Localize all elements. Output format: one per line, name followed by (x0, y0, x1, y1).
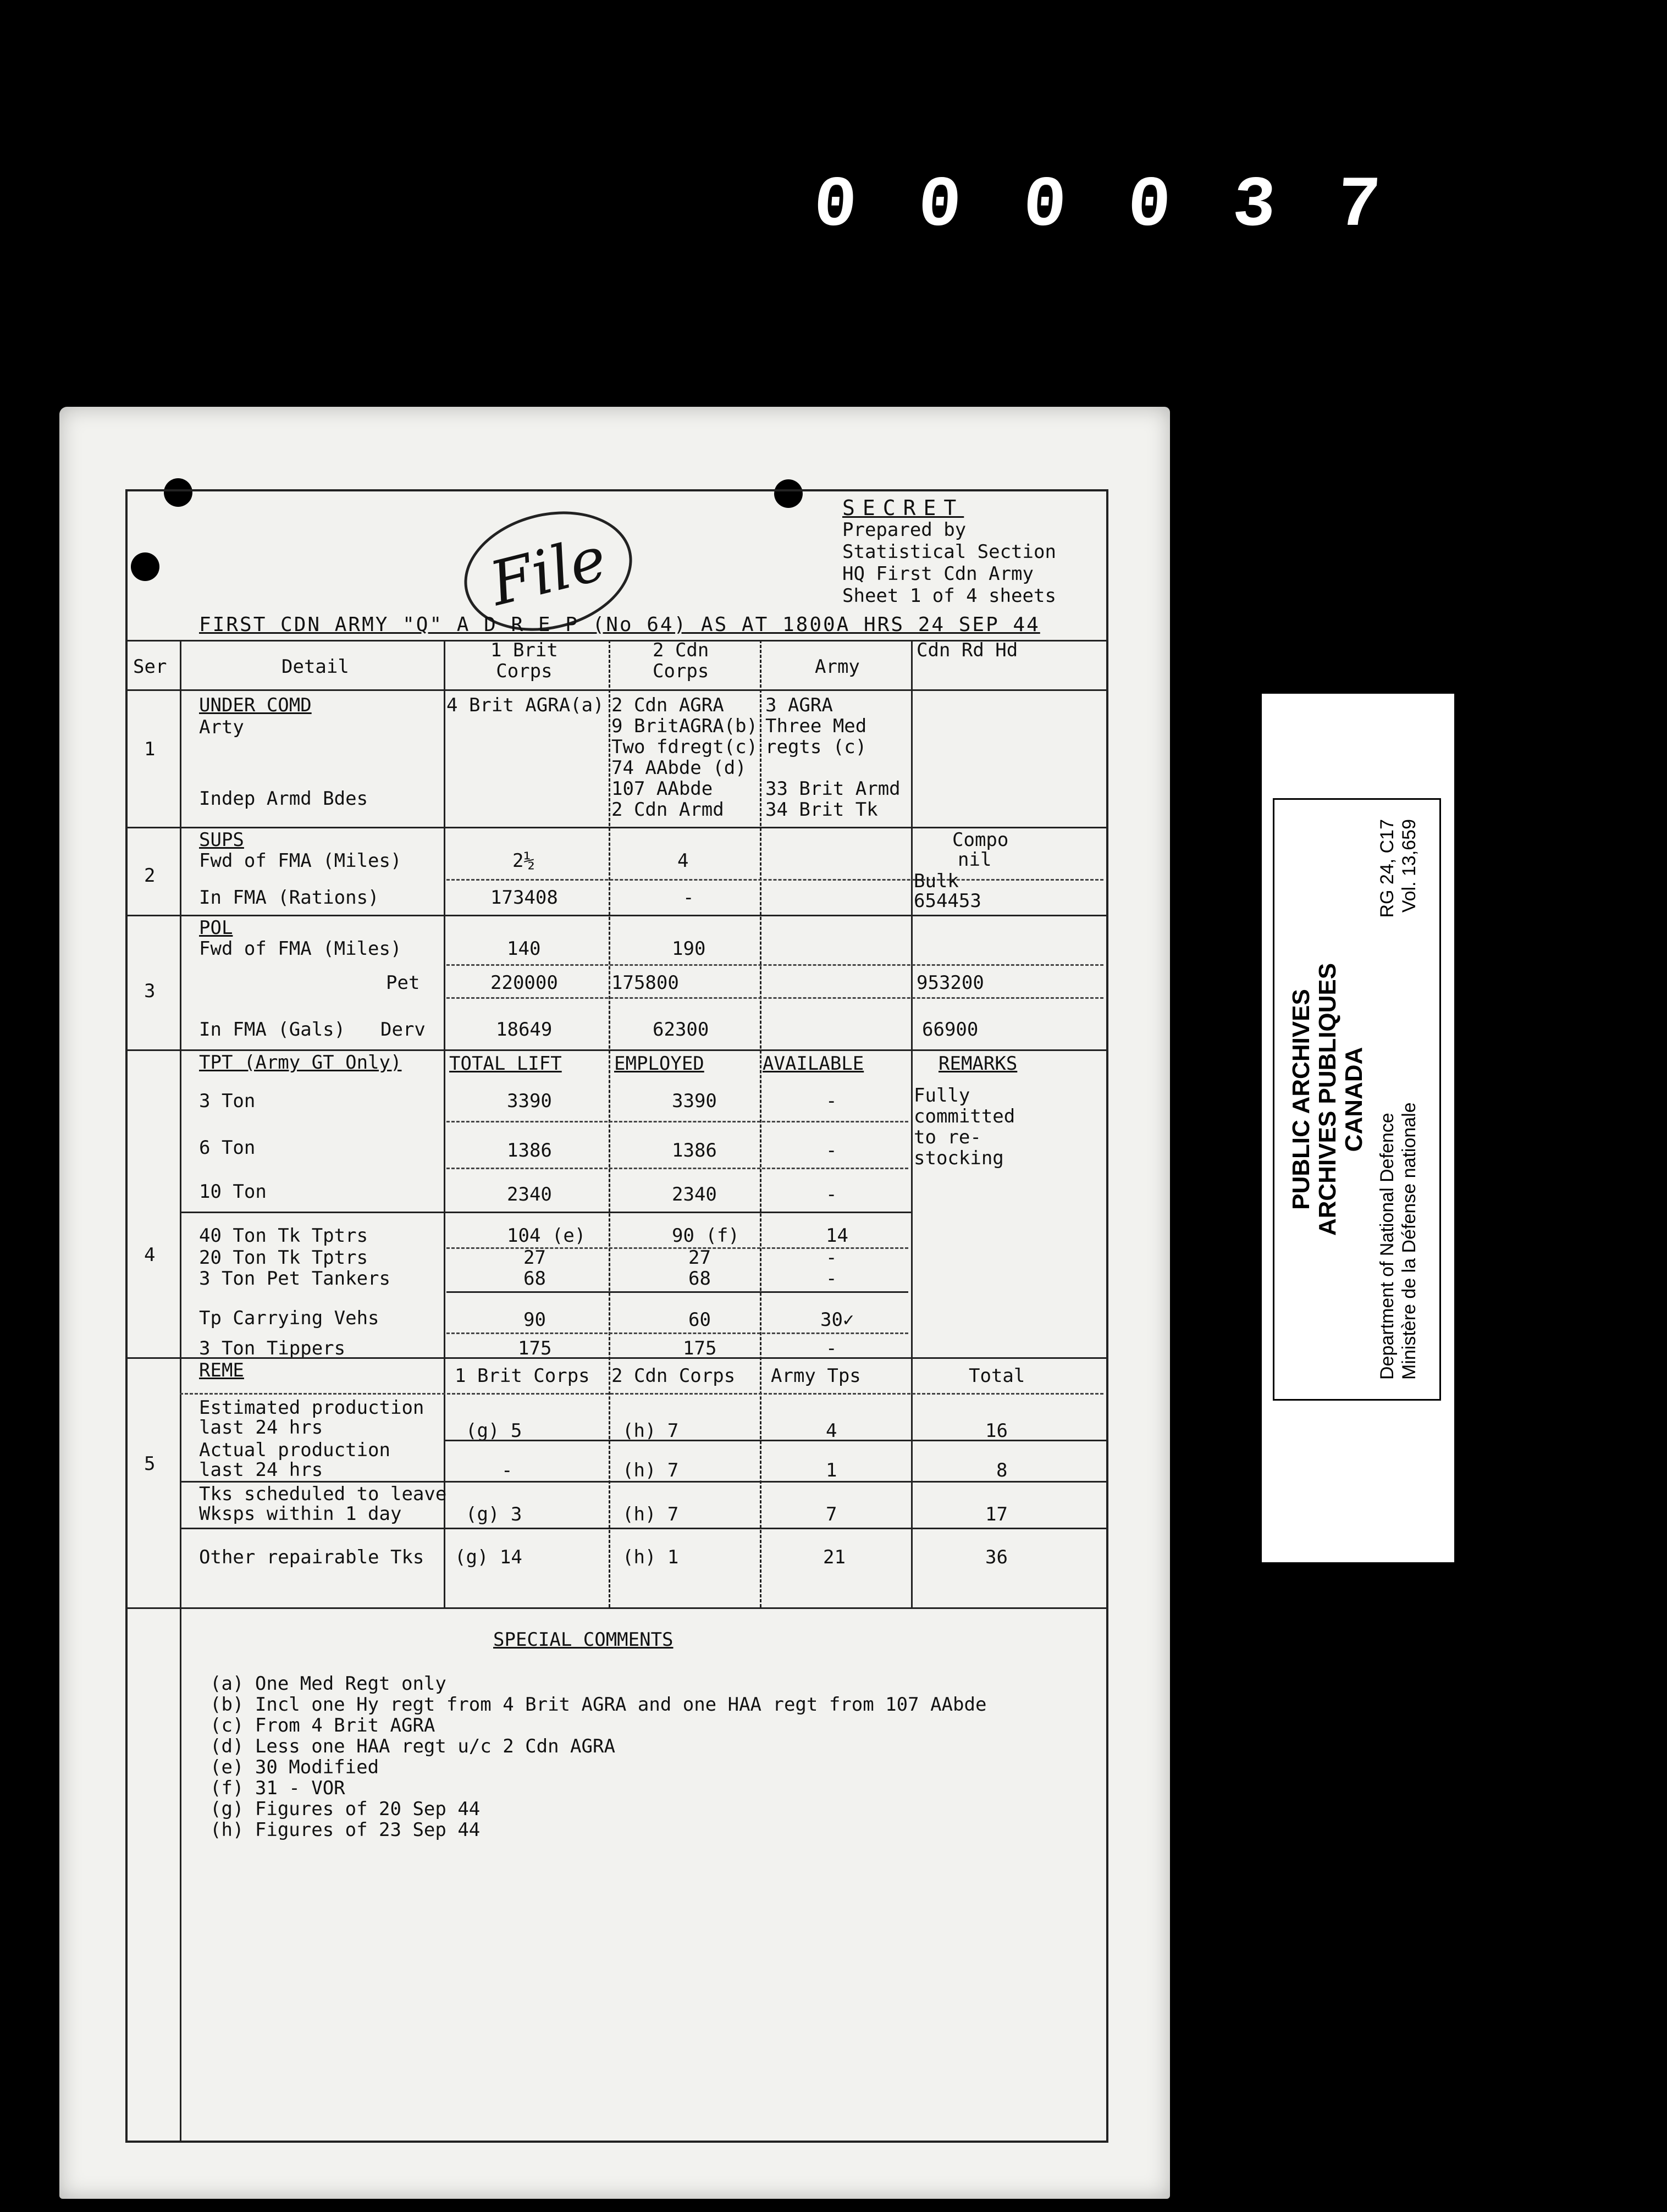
section-heading: TPT (Army GT Only) (199, 1052, 402, 1074)
comment-item: (c) From 4 Brit AGRA (210, 1715, 435, 1737)
column-heading: 1 Brit Corps (455, 1365, 590, 1387)
tpt-available: 30✓ (820, 1309, 854, 1331)
prepared-line: Prepared by (842, 519, 967, 541)
reme-label: Actual production (199, 1439, 390, 1461)
tpt-remarks: stocking (914, 1147, 1004, 1169)
cell-value: 2½ (512, 850, 535, 872)
comment-item: (d) Less one HAA regt u/c 2 Cdn AGRA (210, 1735, 615, 1757)
archive-title (1288, 808, 1367, 1391)
comment-item: (a) One Med Regt only (210, 1673, 446, 1695)
cell-value: 66900 (922, 1019, 979, 1041)
cell-value: Compo (952, 829, 1009, 851)
tpt-employed: 68 (688, 1268, 711, 1290)
reme-label: Estimated production (199, 1397, 424, 1419)
cell-value: 175800 (611, 972, 679, 994)
reme-cdn: (h) 7 (622, 1420, 679, 1442)
tpt-remarks: to re- (914, 1126, 981, 1148)
cell-value: - (683, 887, 694, 909)
cell-value: 4 (677, 850, 689, 872)
table-rule (180, 1212, 911, 1213)
report-title: FIRST CDN ARMY "Q" A D R E P (No 64) AS AT 1800A HRS 24 SEP 44 (199, 613, 1040, 636)
comment-item: (h) Figures of 23 Sep 44 (210, 1819, 481, 1841)
section-heading: POL (199, 917, 233, 939)
department-line: Department of National Defence (1377, 1113, 1398, 1380)
reference-line: Vol. 13,659 (1399, 819, 1420, 913)
reme-label: last 24 hrs (199, 1459, 323, 1481)
tpt-lift: 90 (523, 1309, 546, 1331)
ser-number: 2 (144, 865, 156, 887)
table-rule (444, 1440, 1106, 1441)
cell-value: nil (958, 849, 992, 871)
prepared-line: HQ First Cdn Army (842, 563, 1034, 585)
cell-value: Bulk (914, 870, 959, 892)
table-rule (180, 1481, 1106, 1483)
prepared-line: Statistical Section (842, 541, 1056, 563)
tpt-available: 14 (826, 1225, 848, 1247)
table-rule (444, 640, 445, 1607)
tpt-employed: 1386 (672, 1140, 717, 1162)
sheet-line: Sheet 1 of 4 sheets (842, 585, 1056, 607)
archive-label-text (1277, 808, 1437, 1391)
cell-value: 33 Brit Armd (765, 778, 901, 800)
tpt-employed: 175 (683, 1337, 717, 1359)
reme-total: 16 (985, 1420, 1008, 1442)
tpt-label: 3 Ton Tippers (199, 1337, 346, 1359)
cell-value: 34 Brit Tk (765, 799, 878, 821)
detail-label: Pet (386, 972, 420, 994)
comment-item: (g) Figures of 20 Sep 44 (210, 1798, 481, 1820)
cell-value: 107 AAbde (611, 778, 713, 800)
tpt-lift: 27 (523, 1247, 546, 1269)
table-rule (446, 1332, 908, 1334)
special-comments-heading: SPECIAL COMMENTS (493, 1629, 674, 1651)
header-army: Army (815, 656, 860, 678)
ser-number: 3 (144, 980, 156, 1002)
tpt-label: 40 Ton Tk Tptrs (199, 1225, 368, 1247)
frame-digit: 3 (1229, 165, 1284, 247)
tpt-available: - (826, 1268, 837, 1290)
frame-digit: 0 (1125, 165, 1179, 247)
table-rule (760, 640, 761, 1607)
tpt-employed: 90 (f) (672, 1225, 739, 1247)
cell-value: 62300 (653, 1019, 709, 1041)
ser-number: 1 (144, 738, 156, 760)
reme-army: 4 (826, 1420, 837, 1442)
table-rule (128, 1049, 1106, 1051)
reme-total: 36 (985, 1546, 1008, 1568)
cell-value: Two fdregt(c) (611, 736, 758, 758)
section-heading: SUPS (199, 829, 244, 851)
comment-item: (e) 30 Modified (210, 1756, 379, 1778)
tpt-employed: 3390 (672, 1090, 717, 1112)
ser-number: 5 (144, 1453, 156, 1475)
reme-brit: (g) 3 (466, 1503, 522, 1525)
report-form (125, 489, 1108, 2143)
tpt-label: 10 Ton (199, 1181, 267, 1203)
tpt-label: Tp Carrying Vehs (199, 1307, 379, 1329)
frame-number (810, 165, 1389, 247)
detail-label: Fwd of FMA (Miles) (199, 850, 402, 872)
table-rule (446, 964, 1103, 966)
reme-label: Wksps within 1 day (199, 1503, 402, 1525)
section-heading: UNDER COMD (199, 694, 312, 716)
tpt-lift: 175 (518, 1337, 552, 1359)
reme-cdn: (h) 7 (622, 1459, 679, 1481)
cell-value: 18649 (496, 1019, 553, 1041)
cell-value: 3 AGRA (765, 694, 833, 716)
cell-value: 953200 (917, 972, 984, 994)
detail-label: In FMA (Gals) (199, 1019, 346, 1041)
frame-digit: 7 (1334, 165, 1389, 247)
table-rule (180, 640, 181, 2141)
table-rule (446, 879, 1103, 881)
reme-cdn: (h) 1 (622, 1546, 679, 1568)
cell-value: 220000 (490, 972, 558, 994)
cell-value: 74 AAbde (d) (611, 757, 747, 779)
header-ser: Ser (133, 656, 167, 678)
header-cdn-rd-hd: Cdn Rd Hd (917, 639, 1018, 661)
reme-total: 17 (985, 1503, 1008, 1525)
comment-item: (b) Incl one Hy regt from 4 Brit AGRA and one HAA regt from 107 AAbde (210, 1694, 987, 1716)
tpt-lift: 1386 (507, 1140, 552, 1162)
tpt-label: 6 Ton (199, 1137, 256, 1159)
cell-value: 140 (507, 938, 541, 960)
tpt-remarks: committed (914, 1105, 1015, 1127)
cell-value: 9 BritAGRA(b) (611, 715, 758, 737)
table-rule (128, 1607, 1106, 1609)
cell-value: 4 Brit AGRA(a) (446, 694, 604, 716)
tpt-available: - (826, 1184, 837, 1205)
archive-reference (1376, 819, 1420, 918)
cell-value: 173408 (490, 887, 558, 909)
file-stamp: File (451, 495, 645, 648)
column-heading: AVAILABLE (763, 1053, 864, 1075)
column-heading: REMARKS (939, 1053, 1018, 1075)
column-heading: EMPLOYED (614, 1053, 704, 1075)
reme-label: Other repairable Tks (199, 1546, 424, 1568)
reme-cdn: (h) 7 (622, 1503, 679, 1525)
tpt-label: 3 Ton Pet Tankers (199, 1268, 390, 1290)
column-heading: Army Tps (771, 1365, 861, 1387)
section-heading: REME (199, 1359, 244, 1381)
detail-label: In FMA (Rations) (199, 887, 379, 909)
detail-label: Indep Armd Bdes (199, 788, 368, 810)
cell-value: Three Med (765, 715, 867, 737)
department-line: Ministère de la Défense nationale (1399, 1102, 1420, 1380)
column-heading: TOTAL LIFT (449, 1053, 562, 1075)
reme-brit: - (501, 1459, 513, 1481)
tpt-lift: 2340 (507, 1184, 552, 1205)
table-rule (446, 1247, 908, 1249)
cell-value: 654453 (914, 890, 981, 912)
reme-army: 1 (826, 1459, 837, 1481)
frame-digit: 0 (810, 165, 865, 247)
archive-label (1262, 694, 1454, 1562)
tpt-available: - (826, 1140, 837, 1162)
column-heading: 2 Cdn Corps (611, 1365, 736, 1387)
table-rule (180, 1393, 1103, 1395)
reme-army: 7 (826, 1503, 837, 1525)
archive-title-line: ARCHIVES PUBLIQUES (1314, 963, 1341, 1236)
table-rule (446, 997, 1103, 999)
tpt-remarks: Fully (914, 1085, 970, 1107)
archive-department (1376, 1102, 1420, 1380)
secret-marking: SECRET (842, 496, 964, 520)
tpt-label: 3 Ton (199, 1090, 256, 1112)
reme-brit: (g) 5 (466, 1420, 522, 1442)
tpt-lift: 104 (e) (507, 1225, 586, 1247)
classification-block (842, 497, 1101, 607)
table-rule (128, 1357, 1106, 1359)
tpt-available: - (826, 1337, 837, 1359)
table-rule (446, 1291, 908, 1293)
table-rule (128, 915, 1106, 916)
header-detail: Detail (281, 656, 349, 678)
table-rule (128, 689, 1106, 691)
tpt-employed: 27 (688, 1247, 711, 1269)
comment-item: (f) 31 - VOR (210, 1777, 345, 1799)
tpt-label: 20 Ton Tk Tptrs (199, 1247, 368, 1269)
document-sheet (59, 407, 1170, 2199)
table-rule (180, 1528, 1106, 1529)
reme-label: Tks scheduled to leave (199, 1483, 447, 1505)
frame-digit: 0 (915, 165, 970, 247)
cell-value: 2 Cdn Armd (611, 799, 724, 821)
column-heading: Total (969, 1365, 1025, 1387)
cell-value: 2 Cdn AGRA (611, 694, 724, 716)
reme-total: 8 (996, 1459, 1008, 1481)
tpt-employed: 2340 (672, 1184, 717, 1205)
table-rule (911, 640, 913, 1607)
archive-title-line: CANADA (1340, 1047, 1367, 1152)
detail-label: Fwd of FMA (Miles) (199, 938, 402, 960)
tpt-lift: 68 (523, 1268, 546, 1290)
archive-title-line: PUBLIC ARCHIVES (1288, 989, 1315, 1210)
cell-value: regts (c) (765, 736, 867, 758)
table-rule (128, 827, 1106, 828)
frame-digit: 0 (1020, 165, 1074, 247)
header-2-cdn-corps: 2 Cdn Corps (653, 639, 709, 682)
table-rule (446, 1121, 908, 1122)
header-1-brit-corps: 1 Brit Corps (490, 639, 558, 682)
archive-label-frame (1273, 798, 1441, 1401)
detail-label: Arty (199, 716, 244, 738)
tpt-employed: 60 (688, 1309, 711, 1331)
reme-label: last 24 hrs (199, 1417, 323, 1439)
ser-number: 4 (144, 1244, 156, 1266)
detail-label: Derv (380, 1019, 426, 1041)
reme-brit: (g) 14 (455, 1546, 522, 1568)
tpt-lift: 3390 (507, 1090, 552, 1112)
tpt-available: - (826, 1247, 837, 1269)
cell-value: 190 (672, 938, 706, 960)
table-rule (446, 1168, 908, 1169)
reme-army: 21 (823, 1546, 846, 1568)
tpt-available: - (826, 1090, 837, 1112)
table-rule (609, 640, 610, 1607)
reference-line: RG 24, C17 (1377, 819, 1398, 918)
